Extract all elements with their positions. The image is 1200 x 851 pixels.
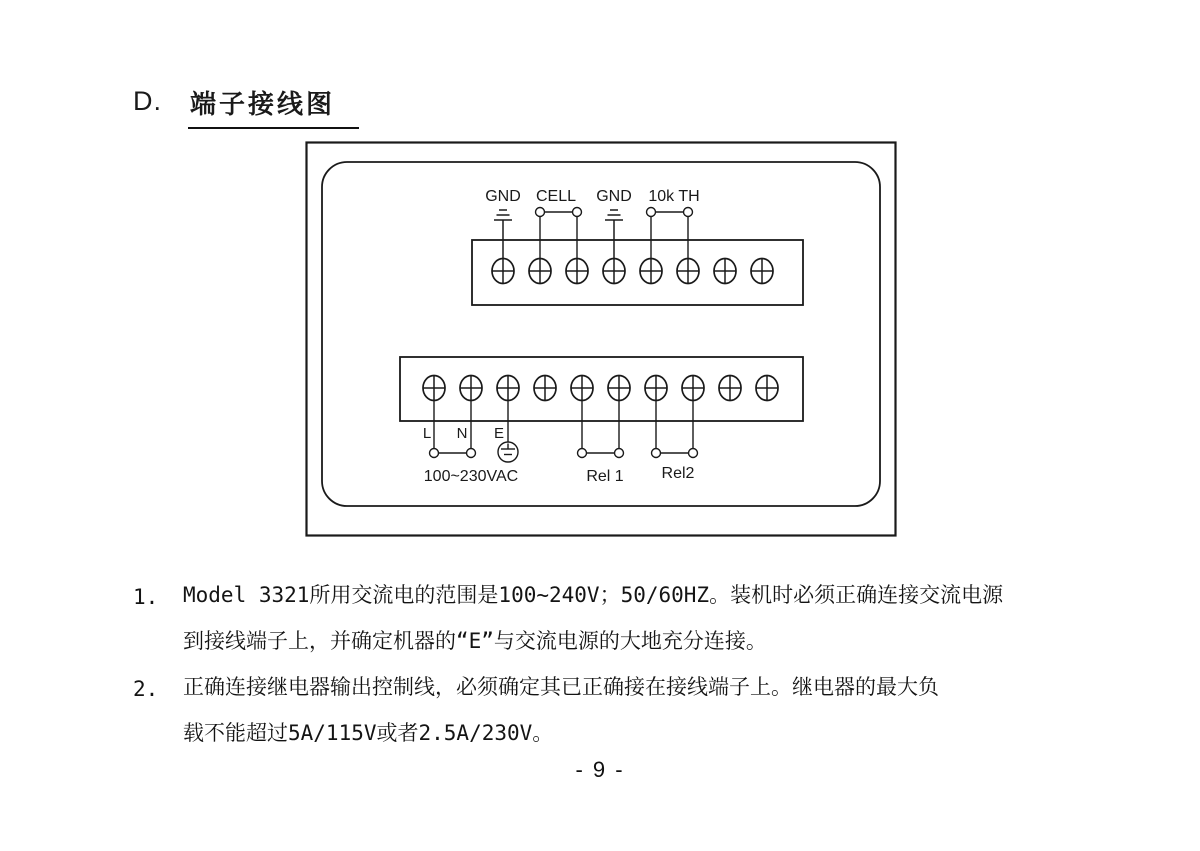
label-neutral: N xyxy=(456,425,468,442)
screw-terminal xyxy=(571,376,593,401)
ground-symbol xyxy=(605,210,623,259)
relay2-wires xyxy=(652,401,698,458)
screw-terminal xyxy=(497,376,519,401)
screw-terminal xyxy=(529,259,551,284)
note-2-line-2: 载不能超过5A/115V或者2.5A/230V。 xyxy=(183,721,554,745)
label-earth: E xyxy=(493,425,505,442)
page-title: 端子接线图 xyxy=(188,84,359,129)
screw-terminal xyxy=(492,259,514,284)
note-2-line-1: 正确连接继电器输出控制线，必须确定其已正确接在接线端子上。继电器的最大负 xyxy=(183,675,939,699)
top-terminal-block xyxy=(472,240,803,305)
screw-terminal xyxy=(682,376,704,401)
top-terminal-row xyxy=(492,259,773,284)
bottom-terminal-row xyxy=(423,376,778,401)
screw-terminal xyxy=(714,259,736,284)
section-letter: D. xyxy=(133,86,162,116)
screw-terminal xyxy=(645,376,667,401)
label-line: L xyxy=(422,425,432,442)
label-mains-voltage: 100~230VAC xyxy=(423,468,519,485)
terminal-wiring-diagram xyxy=(305,141,897,537)
ground-symbol xyxy=(494,210,512,259)
relay1-wires xyxy=(578,401,624,458)
note-1-line-1: Model 3321所用交流电的范围是100~240V；50/60HZ。装机时必须正确连接交流电源 xyxy=(183,583,1004,607)
cell-jumper-wires xyxy=(536,208,582,259)
page-number: - 9 - xyxy=(575,757,625,782)
note-1-line-2: 到接线端子上，并确定机器的“E”与交流电源的大地充分连接。 xyxy=(183,629,767,653)
screw-terminal xyxy=(756,376,778,401)
label-relay2: Rel2 xyxy=(661,465,695,482)
note-2-number: 2. xyxy=(133,677,159,701)
note-1-number: 1. xyxy=(133,585,159,609)
label-gnd-2: GND xyxy=(596,188,632,205)
label-10k-th: 10k TH xyxy=(648,188,700,205)
screw-terminal xyxy=(460,376,482,401)
label-gnd-1: GND xyxy=(485,188,521,205)
screw-terminal xyxy=(677,259,699,284)
device-panel-outline xyxy=(322,162,880,506)
thermistor-jumper-wires xyxy=(647,208,693,259)
screw-terminal xyxy=(751,259,773,284)
screw-terminal xyxy=(603,259,625,284)
screw-terminal xyxy=(423,376,445,401)
screw-terminal xyxy=(719,376,741,401)
label-cell: CELL xyxy=(535,188,577,205)
screw-terminal xyxy=(566,259,588,284)
screw-terminal xyxy=(640,259,662,284)
screw-terminal xyxy=(534,376,556,401)
label-relay1: Rel 1 xyxy=(586,468,624,485)
screw-terminal xyxy=(608,376,630,401)
mains-ln-wires xyxy=(430,401,476,458)
